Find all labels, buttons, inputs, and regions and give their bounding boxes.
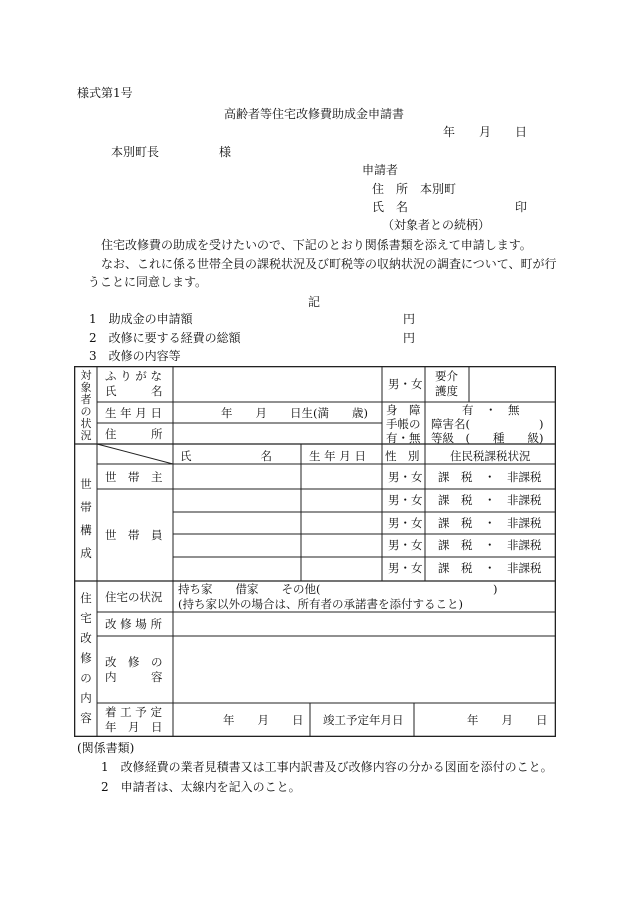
related-docs-heading: (関係書類) (77, 741, 135, 755)
col-sex-header: 性 別 (385, 449, 420, 463)
target-sex-option: 男・女 (388, 377, 423, 391)
item-1-yen: 円 (403, 312, 416, 326)
col-birth-header: 生 年 月 日 (309, 449, 366, 463)
target-status-header: 対象者の状況 (80, 369, 92, 442)
addressee: 本別町長 様 (111, 145, 232, 159)
applicant-address: 住 所 本別町 (372, 182, 457, 196)
ki-mark: 記 (308, 295, 321, 309)
seal-mark: 印 (515, 200, 528, 214)
completion-date-label: 竣工予定年月日 (323, 713, 404, 727)
col-tax-header: 住民税課税状況 (450, 449, 531, 463)
date-line: 年 月 日 (443, 125, 528, 139)
sex-option-1: 男・女 (388, 470, 423, 484)
item-2: 2 改修に要する経費の総額 (89, 331, 241, 345)
tax-option-4: 課 税 ・ 非課税 (438, 538, 542, 552)
care-level-label-2: 護度 (435, 384, 458, 398)
care-level-label-1: 要介 (435, 369, 458, 383)
address-label: 住 所 (105, 427, 163, 441)
tax-option-3: 課 税 ・ 非課税 (438, 516, 542, 530)
start-date-label-1: 着 工 予 定 (105, 705, 162, 719)
renovation-header: 住宅改修の内容 (80, 591, 92, 725)
renovation-content-label-2: 内 容 (105, 670, 163, 684)
household-header: 世帯構成 (80, 477, 92, 560)
applicant-heading: 申請者 (362, 163, 399, 177)
related-doc-1: 1 改修経費の業者見積書又は工事内訳書及び改修内容の分かる図面を添付のこと。 (101, 760, 553, 774)
sex-option-5: 男・女 (388, 561, 423, 575)
body-line-3: うことに同意します。 (88, 275, 208, 289)
member-label: 世 帯 員 (105, 528, 163, 542)
completion-date-field: 年 月 日 (467, 713, 548, 727)
name-label: 氏 名 (105, 384, 163, 398)
item-1: 1 助成金の申請額 (89, 312, 193, 326)
applicant-name: 氏 名 (372, 200, 409, 214)
item-2-yen: 円 (403, 331, 416, 345)
tax-option-2: 課 税 ・ 非課税 (438, 493, 542, 507)
form-number: 様式第1号 (77, 86, 133, 100)
body-line-2: なお、これに係る世帯全員の課税状況及び町税等の収納状況の調査について、町が行 (101, 257, 557, 271)
item-3: 3 改修の内容等 (89, 349, 181, 363)
document-title: 高齢者等住宅改修費助成金申請書 (224, 107, 405, 121)
disability-name: 障害名( ) (431, 417, 544, 431)
disability-label-2: 手帳の (386, 417, 421, 431)
tax-option-5: 課 税 ・ 非課税 (438, 561, 542, 575)
housing-note: (持ち家以外の場合は、所有者の承諾書を添付すること) (178, 597, 463, 611)
tax-option-1: 課 税 ・ 非課税 (438, 470, 542, 484)
housing-options: 持ち家 借家 その他( ) (178, 582, 498, 596)
birthdate-label: 生 年 月 日 (105, 406, 162, 420)
application-table (74, 366, 556, 737)
start-date-field: 年 月 日 (223, 713, 304, 727)
disability-grade: 等級 ( 種 級) (431, 431, 544, 445)
body-line-1: 住宅改修費の助成を受けたいので、下記のとおり関係書類を添えて申請します。 (101, 238, 532, 252)
sex-option-3: 男・女 (388, 516, 423, 530)
householder-label: 世 帯 主 (105, 470, 163, 484)
renovation-location-label: 改 修 場 所 (105, 617, 162, 631)
col-name-header: 氏 名 (180, 449, 272, 463)
sex-option-4: 男・女 (388, 538, 423, 552)
start-date-label-2: 年 月 日 (105, 720, 163, 734)
disability-yes-no: 有 ・ 無 (462, 403, 520, 417)
applicant-relation: （対象者との続柄） (382, 218, 491, 232)
disability-label-3: 有・無 (386, 431, 421, 445)
housing-status-label: 住宅の状況 (105, 590, 163, 604)
sex-option-2: 男・女 (388, 493, 423, 507)
furigana-label: ふ り が な (105, 369, 162, 383)
disability-label-1: 身 障 (386, 403, 421, 417)
birthdate-field: 年 月 日生(満 歳) (221, 406, 368, 420)
renovation-content-label-1: 改 修 の (105, 655, 163, 669)
related-doc-2: 2 申請者は、太線内を記入のこと。 (101, 780, 301, 794)
